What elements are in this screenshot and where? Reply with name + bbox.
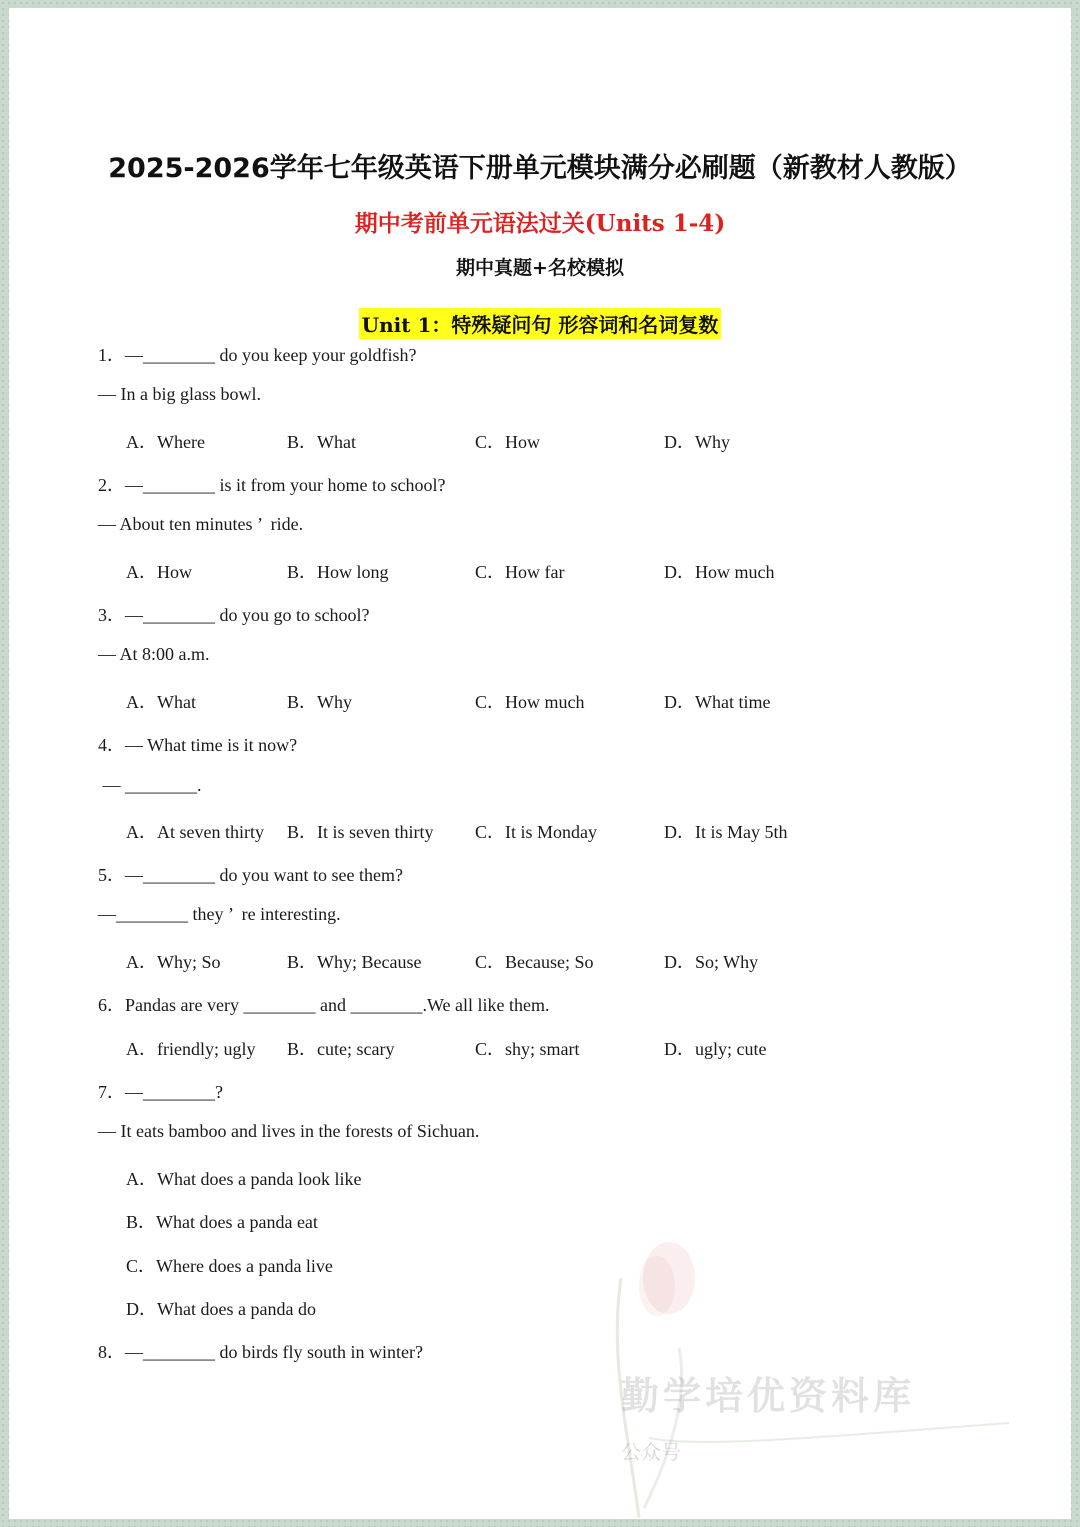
page-title: 2025-2026学年七年级英语下册单元模块满分必刷题（新教材人教版） [108, 153, 972, 184]
question-2-stem: 2．—________ is it from your home to school? [98, 475, 446, 495]
question-1-answer-line: — In a big glass bowl. [98, 384, 261, 404]
question-2-answer-line: — About ten minutes ’ ride. [98, 514, 304, 534]
question-6-option-c: C．shy; smart [475, 1039, 580, 1059]
section-subtitle-secondary: 期中真题+名校模拟 [456, 257, 624, 279]
question-1-stem: 1．—________ do you keep your goldfish? [98, 345, 417, 365]
question-6-option-b: B．cute; scary [287, 1039, 395, 1059]
question-4-option-a: A．At seven thirty [126, 822, 264, 842]
document-page [9, 8, 1071, 1519]
question-7-option-c: C．Where does a panda live [126, 1256, 333, 1276]
unit-heading-wrap [9, 308, 1071, 339]
question-6-option-d: D．ugly; cute [664, 1039, 767, 1059]
question-3-option-a: A．What [126, 692, 196, 712]
section-subtitle: 期中考前单元语法过关(Units 1-4) [354, 210, 726, 237]
question-1-option-c: C．How [475, 432, 541, 452]
question-6-stem: 6．Pandas are very ________ and ________.We all like them. [98, 995, 550, 1015]
question-4-option-b: B．It is seven thirty [287, 822, 434, 842]
question-1-option-d: D．Why [664, 432, 730, 452]
question-7-stem: 7．—________? [98, 1082, 223, 1102]
unit-heading: Unit 1：特殊疑问句 形容词和名词复数 [359, 308, 722, 339]
question-4-answer-line: — ________. [98, 775, 202, 795]
question-1-option-a: A．Where [126, 432, 205, 452]
question-2-option-c: C．How far [475, 562, 565, 582]
question-2-option-a: A．How [126, 562, 192, 582]
watermark-name: 勤学培优资料库 [621, 1374, 916, 1418]
question-3-stem: 3．—________ do you go to school? [98, 605, 370, 625]
question-7-option-a: A．What does a panda look like [126, 1169, 362, 1189]
question-3-option-c: C．How much [475, 692, 585, 712]
question-3-option-b: B．Why [287, 692, 352, 712]
question-4-stem: 4．— What time is it now? [98, 735, 298, 755]
question-8-stem: 8．—________ do birds fly south in winter? [98, 1342, 423, 1362]
question-2-option-b: B．How long [287, 562, 389, 582]
question-3-answer-line: — At 8:00 a.m. [98, 644, 210, 664]
question-4-option-d: D．It is May 5th [664, 822, 788, 842]
question-1-option-b: B．What [287, 432, 356, 452]
question-3-option-d: D．What time [664, 692, 771, 712]
question-5-option-d: D．So; Why [664, 952, 759, 972]
question-5-stem: 5．—________ do you want to see them? [98, 865, 403, 885]
question-5-option-c: C．Because; So [475, 952, 594, 972]
question-4-option-c: C．It is Monday [475, 822, 598, 842]
watermark-label: 公众号 [621, 1440, 681, 1464]
question-5-option-a: A．Why; So [126, 952, 221, 972]
question-7-answer-line: — It eats bamboo and lives in the forests of Sichuan. [98, 1121, 480, 1141]
question-6-option-a: A．friendly; ugly [126, 1039, 256, 1059]
question-5-option-b: B．Why; Because [287, 952, 422, 972]
question-2-option-d: D．How much [664, 562, 775, 582]
question-7-option-b: B．What does a panda eat [126, 1212, 318, 1232]
question-7-option-d: D．What does a panda do [126, 1299, 316, 1319]
question-5-answer-line: —________ they ’ re interesting. [98, 904, 341, 924]
